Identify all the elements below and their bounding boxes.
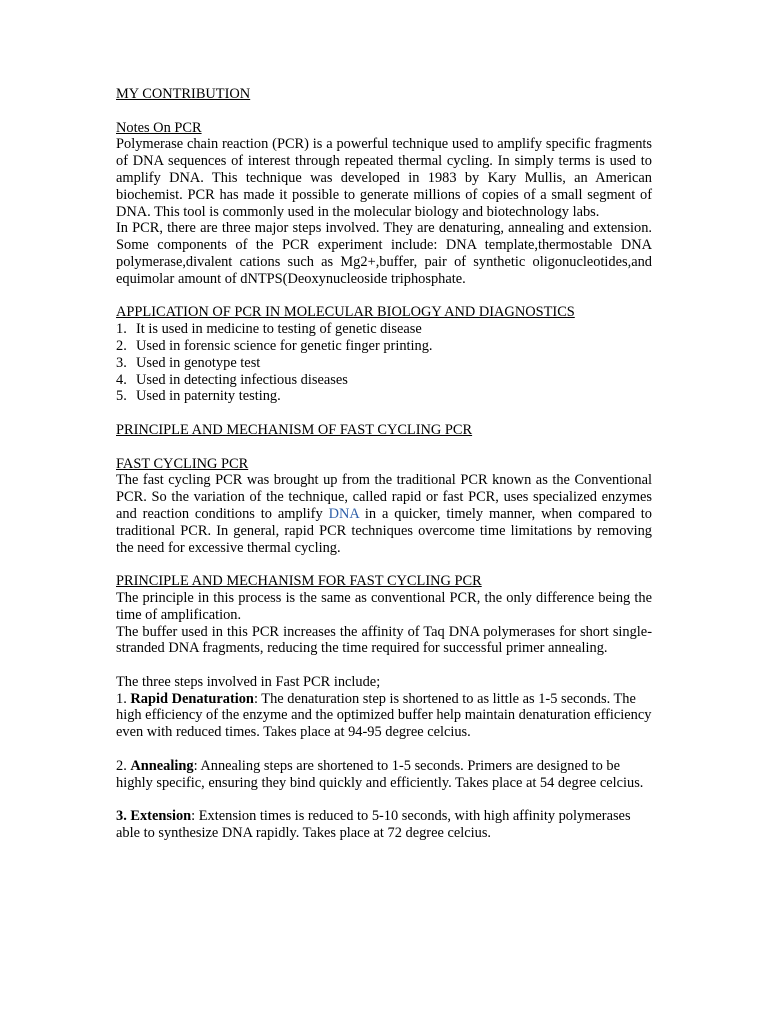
list-item-text: Used in forensic science for genetic finger printing. <box>136 337 433 354</box>
list-item <box>116 372 652 389</box>
step-3-title: 3. Extension <box>116 808 192 825</box>
list-item-number: 3. <box>116 354 127 371</box>
list-item <box>116 321 652 338</box>
step-1 <box>116 691 652 741</box>
notes-paragraph-2: In PCR, there are three major steps involved. They are denaturing, annealing and extension. Some components of the PCR experiment include: DNA template,thermostable DNA polymerase,divalent cations such as Mg2+,buffer, pair of synthetic oligonucleotides,and equimolar amount of dNTPS(Deoxynucleoside triphosphate. <box>116 220 652 287</box>
principle-heading: PRINCIPLE AND MECHANISM OF FAST CYCLING PCR <box>116 421 473 438</box>
principle-paragraph-2: The buffer used in this PCR increases the affinity of Taq DNA polymerases for short single-stranded DNA fragments, reducing the time required for successful primer annealing. <box>116 623 652 657</box>
list-item-number: 2. <box>116 337 127 354</box>
list-item <box>116 355 652 372</box>
list-item-number: 5. <box>116 388 127 405</box>
list-item-text: Used in paternity testing. <box>136 388 281 405</box>
document-title: MY CONTRIBUTION <box>116 86 251 102</box>
steps-intro: The three steps involved in Fast PCR include; <box>116 673 381 690</box>
step-2 <box>116 758 652 792</box>
step-1-text: : The denaturation step is shortened to as little as 1-5 seconds. The high efficiency of the enzyme and the optimized buffer help maintain denaturation efficiency even with reduced times. Takes place at 94-95 degree celcius. <box>116 690 652 741</box>
step-3 <box>116 808 652 842</box>
fast-cycling-text-b: in a quicker, timely manner, when compared to traditional PCR. In general, rapid PCR techniques overcome time limitations by removing the need for excessive thermal cycling. <box>116 505 652 556</box>
step-3-text: : Extension times is reduced to 5-10 seconds, with high affinity polymerases able to synthesize DNA rapidly. Takes place at 72 degree celcius. <box>116 808 631 842</box>
fast-cycling-text-a: The fast cycling PCR was brought up from the traditional PCR known as the Conventional PCR. So the variation of the technique, called rapid or fast PCR, uses specialized enzymes and reaction conditions to amplify <box>116 472 652 522</box>
step-1-number: 1. <box>116 690 131 707</box>
list-item <box>116 388 652 405</box>
step-2-text: : Annealing steps are shortened to 1-5 seconds. Primers are designed to be highly specific, ensuring they bind quickly and efficiently. Takes place at 54 degree celcius. <box>116 757 644 791</box>
list-item-text: It is used in medicine to testing of genetic disease <box>136 321 422 338</box>
list-item <box>116 338 652 355</box>
document-page <box>116 86 652 842</box>
list-item-number: 1. <box>116 321 127 338</box>
applications-heading: APPLICATION OF PCR IN MOLECULAR BIOLOGY AND DIAGNOSTICS <box>116 304 575 321</box>
fast-cycling-paragraph <box>116 472 652 556</box>
list-item-number: 4. <box>116 371 127 388</box>
fast-cycling-heading: FAST CYCLING PCR <box>116 455 249 472</box>
step-1-title: Rapid Denaturation <box>130 690 254 707</box>
applications-list <box>116 321 652 405</box>
list-item-text: Used in detecting infectious diseases <box>136 371 348 388</box>
principle-mechanism-heading: PRINCIPLE AND MECHANISM FOR FAST CYCLING PCR <box>116 573 482 590</box>
dna-link[interactable]: DNA <box>328 505 359 522</box>
list-item-text: Used in genotype test <box>136 354 261 371</box>
notes-heading: Notes On PCR <box>116 119 202 136</box>
step-2-number: 2. <box>116 757 131 774</box>
notes-paragraph-1: Polymerase chain reaction (PCR) is a powerful technique used to amplify specific fragments of DNA sequences of interest through repeated thermal cycling. In simply terms is used to amplify DNA. This technique was developed in 1983 by Kary Mullis, an American biochemist. PCR has made it possible to generate millions of copies of a small segment of DNA. This tool is commonly used in the molecular biology and biotechnology labs. <box>116 136 652 220</box>
principle-paragraph-1: The principle in this process is the same as conventional PCR, the only difference being the time of amplification. <box>116 589 652 623</box>
step-2-title: Annealing <box>130 757 194 774</box>
